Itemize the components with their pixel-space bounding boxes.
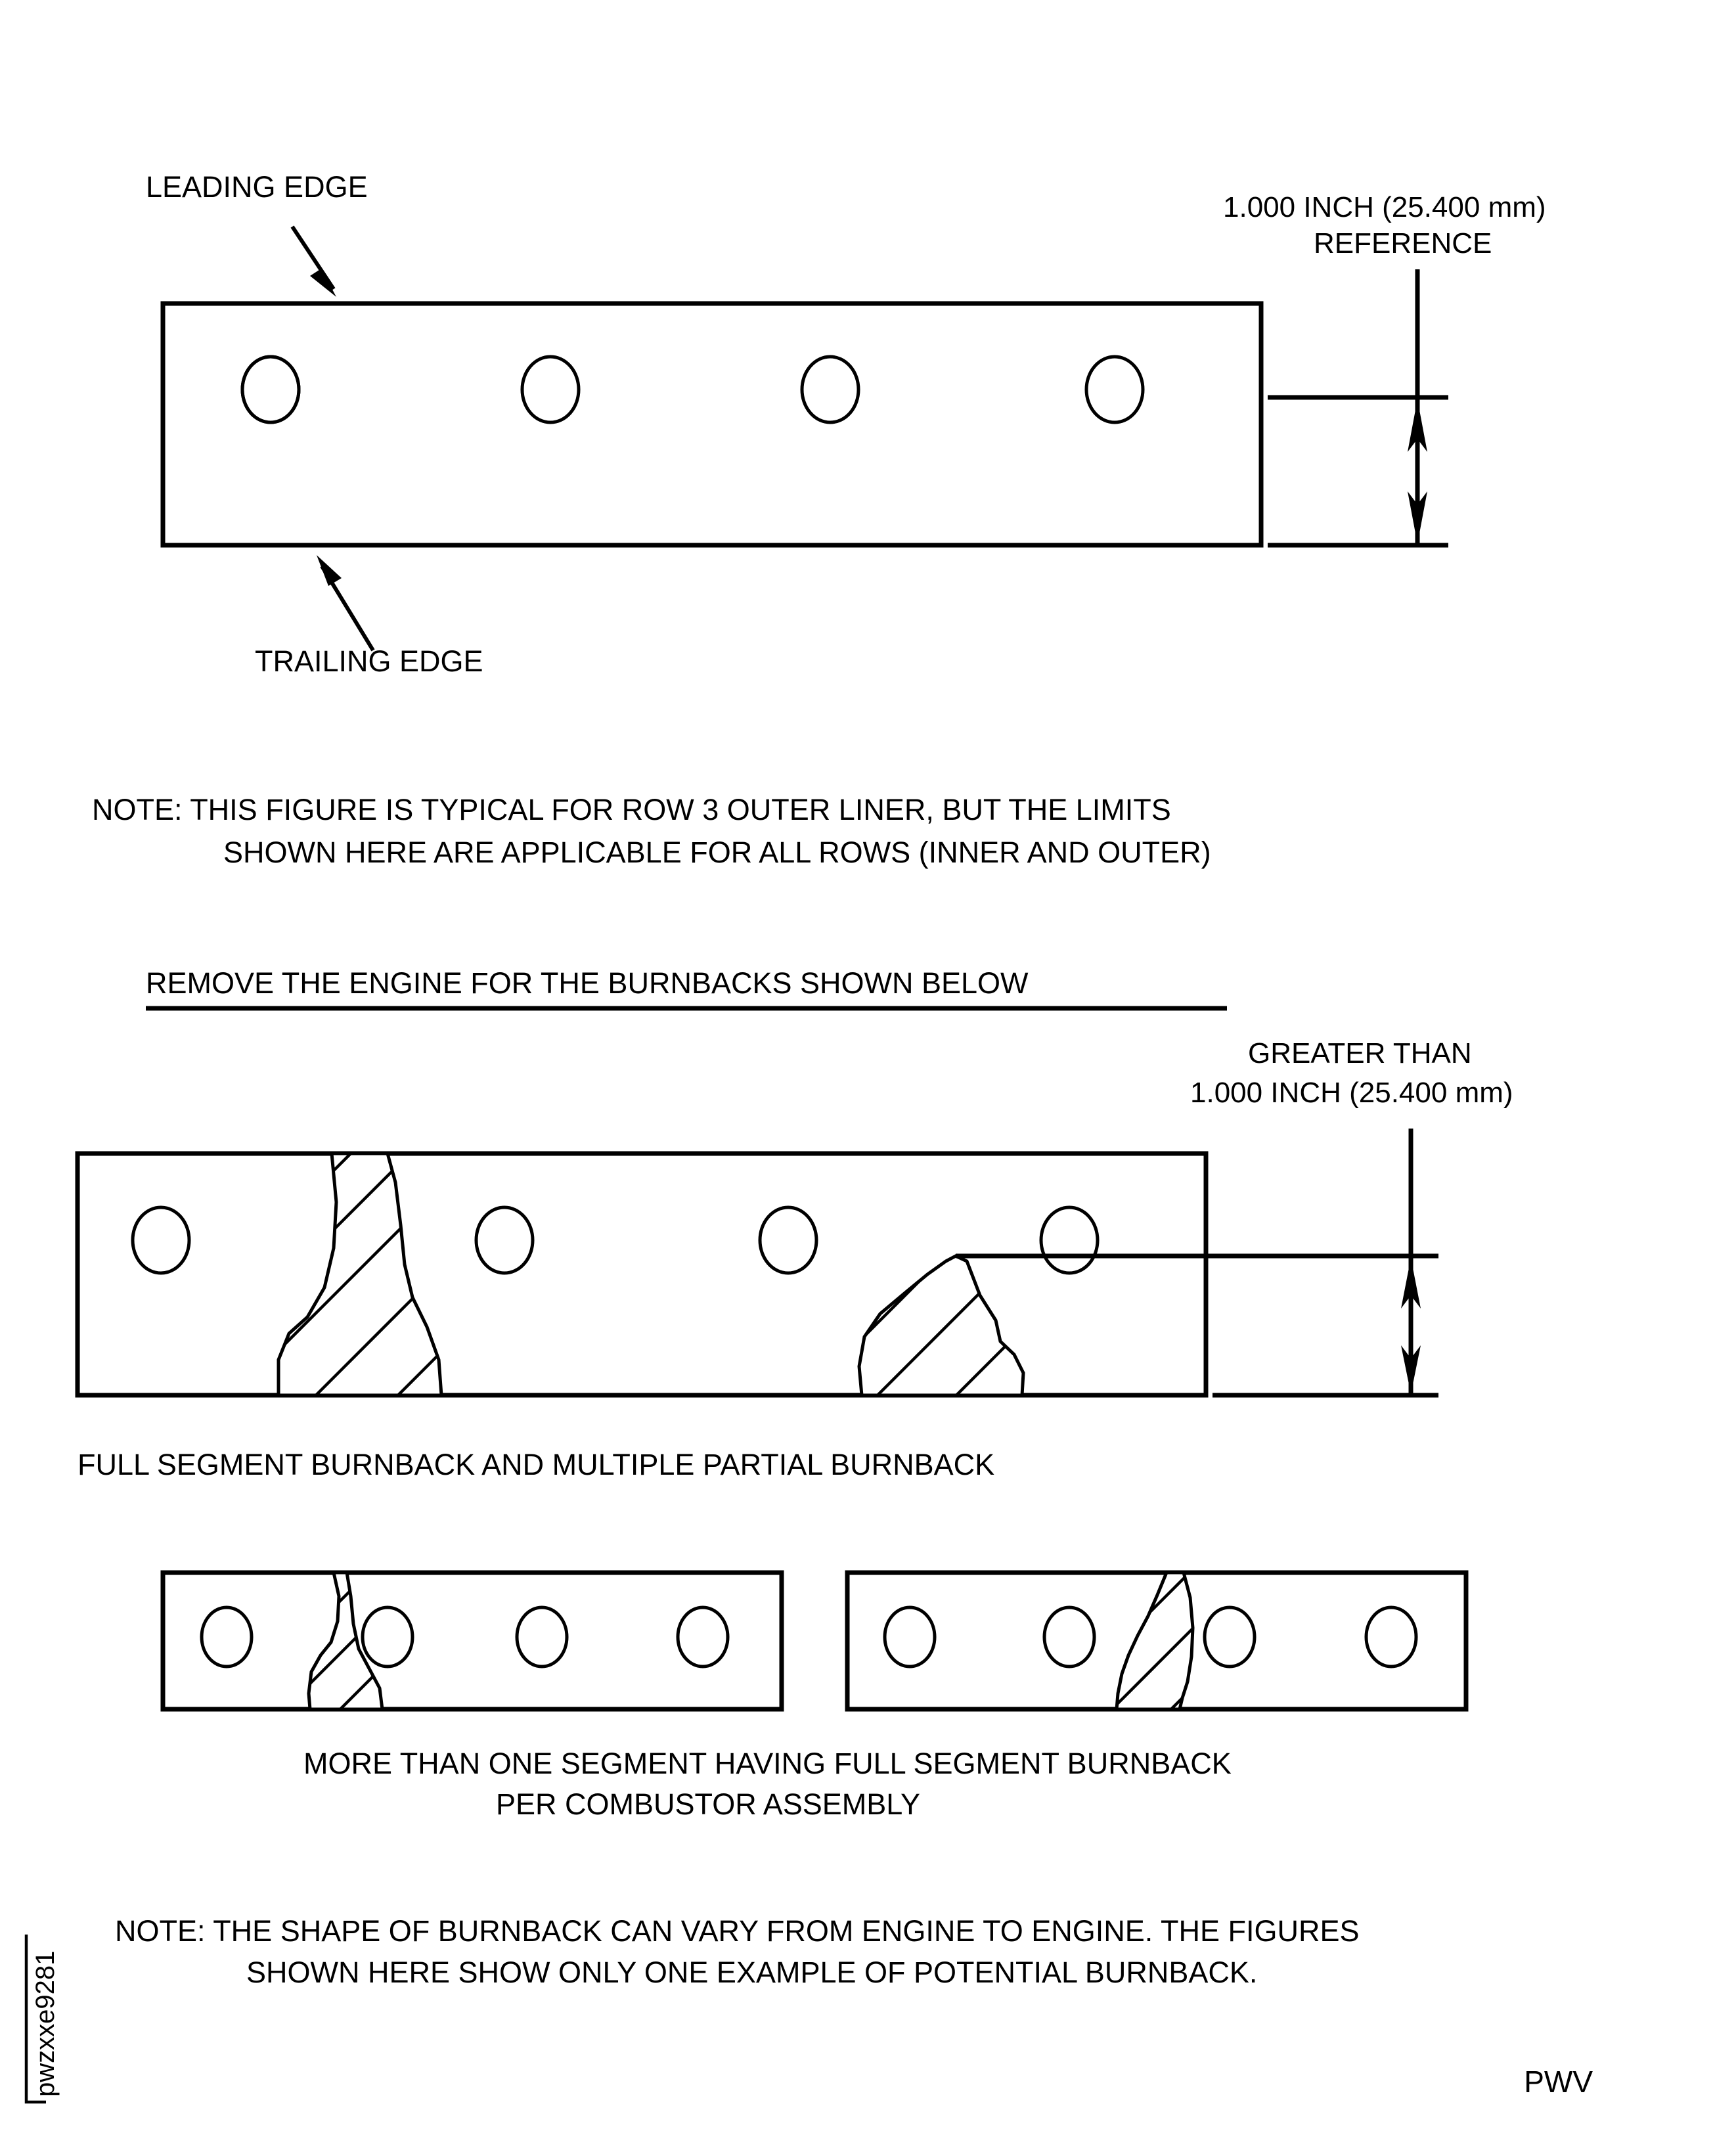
footer-code: PWV	[1524, 2065, 1593, 2099]
trailing-edge-label: TRAILING EDGE	[255, 644, 483, 678]
bottom-left-holes	[202, 1607, 728, 1667]
trailing-edge-leader-arrow	[317, 555, 373, 650]
hole	[802, 357, 858, 422]
top-dimension-line2: REFERENCE	[1314, 227, 1492, 259]
middle-dimension-arrow	[956, 1129, 1438, 1395]
middle-dimension-line2: 1.000 INCH (25.400 mm)	[1190, 1077, 1513, 1109]
burnback-full-segment	[217, 1038, 519, 1577]
leading-edge-leader-arrow	[292, 227, 336, 297]
section-heading: REMOVE THE ENGINE FOR THE BURNBACKS SHOWN BELOW	[146, 966, 1029, 1000]
hole	[760, 1207, 816, 1273]
hole	[678, 1607, 728, 1667]
bottom-caption-line2: PER COMBUSTOR ASSEMBLY	[496, 1787, 920, 1821]
hole	[1041, 1207, 1098, 1273]
top-liner-holes	[242, 357, 1143, 422]
hole	[202, 1607, 252, 1667]
bottom-note-line2: SHOWN HERE SHOW ONLY ONE EXAMPLE OF POTENTIAL BURNBACK.	[246, 1956, 1258, 1989]
hole	[1366, 1607, 1416, 1667]
top-dimension-arrow	[1268, 269, 1448, 545]
hole	[885, 1607, 935, 1667]
figure-id-group	[26, 1935, 60, 2102]
bottom-note-line1: NOTE: THE SHAPE OF BURNBACK CAN VARY FROM ENGINE TO ENGINE. THE FIGURES	[115, 1914, 1360, 1948]
bottom-left-plate	[163, 1573, 782, 1709]
middle-burnback-figure	[78, 1037, 1513, 1577]
middle-figure-caption: FULL SEGMENT BURNBACK AND MULTIPLE PARTIAL BURNBACK	[78, 1448, 995, 1481]
figure-id-text: pwzxxe9281	[31, 1950, 60, 2097]
hole	[476, 1207, 533, 1273]
hole	[133, 1207, 189, 1273]
top-note-line2: SHOWN HERE ARE APPLICABLE FOR ALL ROWS (INNER AND OUTER)	[223, 836, 1211, 869]
bottom-figures-caption	[303, 1747, 1232, 1821]
hole	[517, 1607, 567, 1667]
top-dimension-line1: 1.000 INCH (25.400 mm)	[1223, 191, 1546, 223]
hole	[1205, 1607, 1255, 1667]
bottom-note	[115, 1914, 1360, 1989]
hole	[522, 357, 579, 422]
top-liner-figure	[146, 170, 1546, 678]
middle-dimension-line1: GREATER THAN	[1248, 1037, 1472, 1069]
middle-liner-plate	[78, 1153, 1206, 1395]
bottom-caption-line1: MORE THAN ONE SEGMENT HAVING FULL SEGMENT BURNBACK	[303, 1747, 1232, 1780]
hole	[242, 357, 299, 422]
hole	[1044, 1607, 1094, 1667]
burnback-partial-segment	[808, 1150, 1103, 1577]
top-note	[92, 793, 1211, 869]
top-liner-plate	[163, 303, 1261, 545]
top-note-line1: NOTE: THIS FIGURE IS TYPICAL FOR ROW 3 OUTER LINER, BUT THE LIMITS	[92, 793, 1171, 826]
hole	[363, 1607, 412, 1667]
leading-edge-label: LEADING EDGE	[146, 170, 368, 204]
section-heading-group	[146, 966, 1227, 1008]
hole	[1086, 357, 1143, 422]
